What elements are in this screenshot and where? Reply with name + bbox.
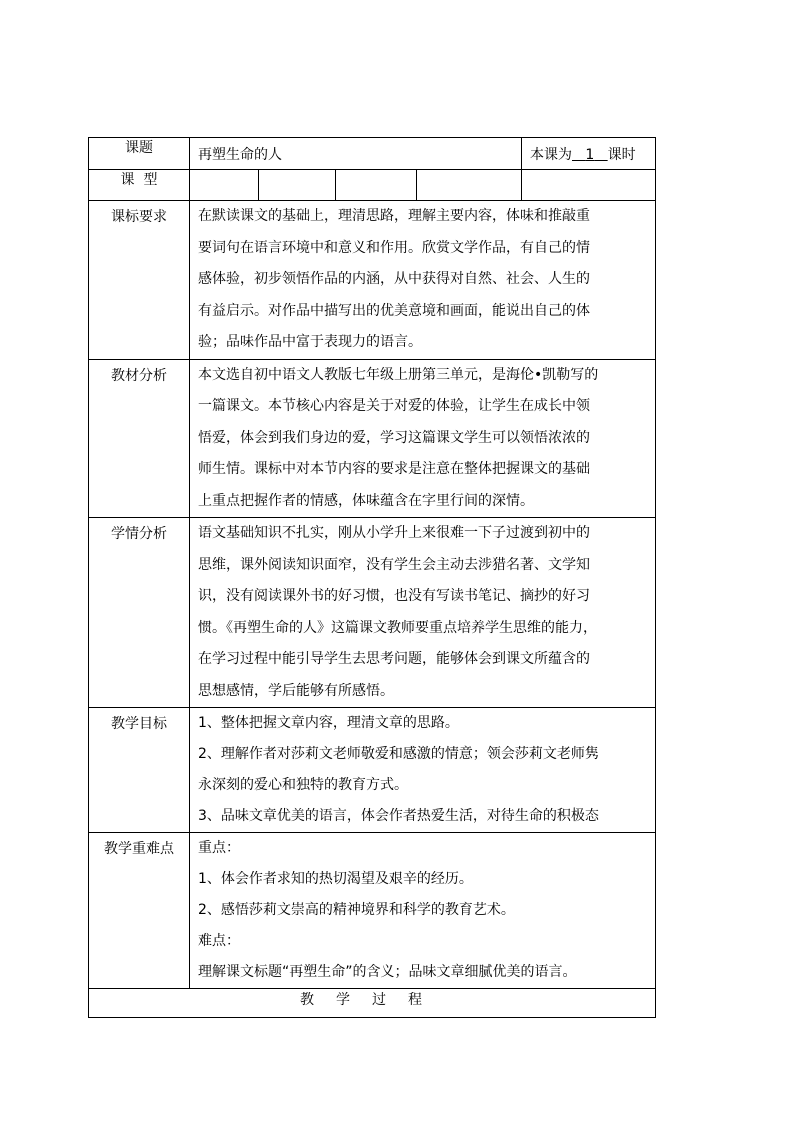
objectives-line: 2、理解作者对莎莉文老师敬爱和感激的情意；领会莎莉文老师隽 [198, 746, 599, 762]
curriculum-row [89, 201, 656, 360]
process-heading: 教学过程 [89, 989, 656, 1018]
students-line: 识，没有阅读课外书的好习惯，也没有写读书笔记、摘抄的好习 [198, 588, 590, 604]
key-points-label: 教学重难点 [104, 841, 174, 857]
students-row [89, 518, 656, 708]
objectives-line: 3、品味文章优美的语言，体会作者热爱生活，对待生命的积极态 [198, 808, 599, 824]
lesson-type-cell [522, 170, 656, 201]
objectives-line: 永深刻的爱心和独特的教育方式。 [198, 777, 408, 793]
key-points-line: 难点： [198, 933, 240, 949]
material-label-cell [89, 359, 190, 518]
lesson-title: 再塑生命的人 [198, 146, 282, 163]
key-points-line: 1、体会作者求知的热切渴望及艰辛的经历。 [198, 871, 473, 887]
key-points-label-cell [89, 833, 190, 989]
lesson-plan-table [88, 137, 656, 1018]
title-row [89, 138, 656, 170]
students-line: 思想感情，学后能够有所感悟。 [198, 682, 394, 699]
material-line: 悟爱，体会到我们身边的爱，学习这篇课文学生可以领悟浓浓的 [198, 429, 590, 446]
key-points-content [190, 833, 656, 989]
students-label: 学情分析 [111, 526, 167, 542]
hours-suffix: 课时 [607, 146, 636, 163]
material-content [190, 359, 656, 518]
students-line: 语文基础知识不扎实，刚从小学升上来很难一下子过渡到初中的 [198, 525, 590, 541]
curriculum-line: 要词句在语言环境中和意义和作用。欣赏文学作品，有自己的情 [198, 239, 590, 256]
objectives-label: 教学目标 [111, 716, 167, 732]
objectives-label-cell [89, 708, 190, 833]
lesson-type-label-cell [89, 170, 190, 201]
lesson-type-cell [259, 170, 336, 201]
lesson-type-label: 课 型 [120, 172, 158, 188]
material-line: 上重点把握作者的情感，体味蕴含在字里行间的深情。 [198, 492, 534, 509]
lesson-type-cell [417, 170, 522, 201]
material-row [89, 359, 656, 518]
students-line: 在学习过程中能引导学生去思考问题，能够体会到课文所蕴含的 [198, 651, 590, 667]
students-content [190, 518, 656, 708]
key-points-line: 理解课文标题“再塑生命”的含义；品味文章细腻优美的语言。 [198, 964, 577, 980]
hours-prefix: 本课为 [530, 146, 572, 163]
key-points-line: 2、感悟莎莉文崇高的精神境界和科学的教育艺术。 [198, 902, 515, 918]
material-line: 师生情。课标中对本节内容的要求是注意在整体把握课文的基础 [198, 461, 590, 477]
hours-cell [522, 138, 656, 170]
lesson-type-cell [190, 170, 259, 201]
material-line: 一篇课文。本节核心内容是关于对爱的体验，让学生在成长中领 [198, 398, 590, 414]
objectives-line: 1、整体把握文章内容，理清文章的思路。 [198, 715, 459, 731]
curriculum-line: 验；品味作品中富于表现力的语言。 [198, 334, 422, 350]
objectives-content [190, 708, 656, 833]
curriculum-line: 感体验，初步领悟作品的内涵，从中获得对自然、社会、人生的 [198, 271, 590, 287]
students-line: 惯。《再塑生命的人》这篇课文教师要重点培养学生思维的能力， [198, 619, 597, 636]
material-line: 本文选自初中语文人教版七年级上册第三单元，是海伦•凯勒写的 [198, 366, 599, 383]
lesson-type-cell [336, 170, 417, 201]
curriculum-line: 有益启示。对作品中描写出的优美意境和画面，能说出自己的体 [198, 302, 590, 319]
key-points-line: 重点： [198, 840, 240, 856]
process-row [89, 989, 656, 1018]
objectives-row [89, 708, 656, 833]
hours-value: 1 [585, 146, 595, 163]
curriculum-label: 课标要求 [111, 209, 167, 225]
curriculum-line: 在默读课文的基础上，理清思路，理解主要内容，体味和推敲重 [198, 208, 590, 224]
key-points-row [89, 833, 656, 989]
lesson-type-row [89, 170, 656, 201]
students-line: 思维，课外阅读知识面窄，没有学生会主动去涉猎名著、文学知 [198, 556, 590, 573]
title-label-cell [89, 138, 190, 170]
title-label: 课题 [125, 140, 153, 156]
curriculum-label-cell [89, 201, 190, 360]
curriculum-content [190, 201, 656, 360]
title-value-cell [190, 138, 522, 170]
students-label-cell [89, 518, 190, 708]
material-label: 教材分析 [111, 367, 167, 384]
